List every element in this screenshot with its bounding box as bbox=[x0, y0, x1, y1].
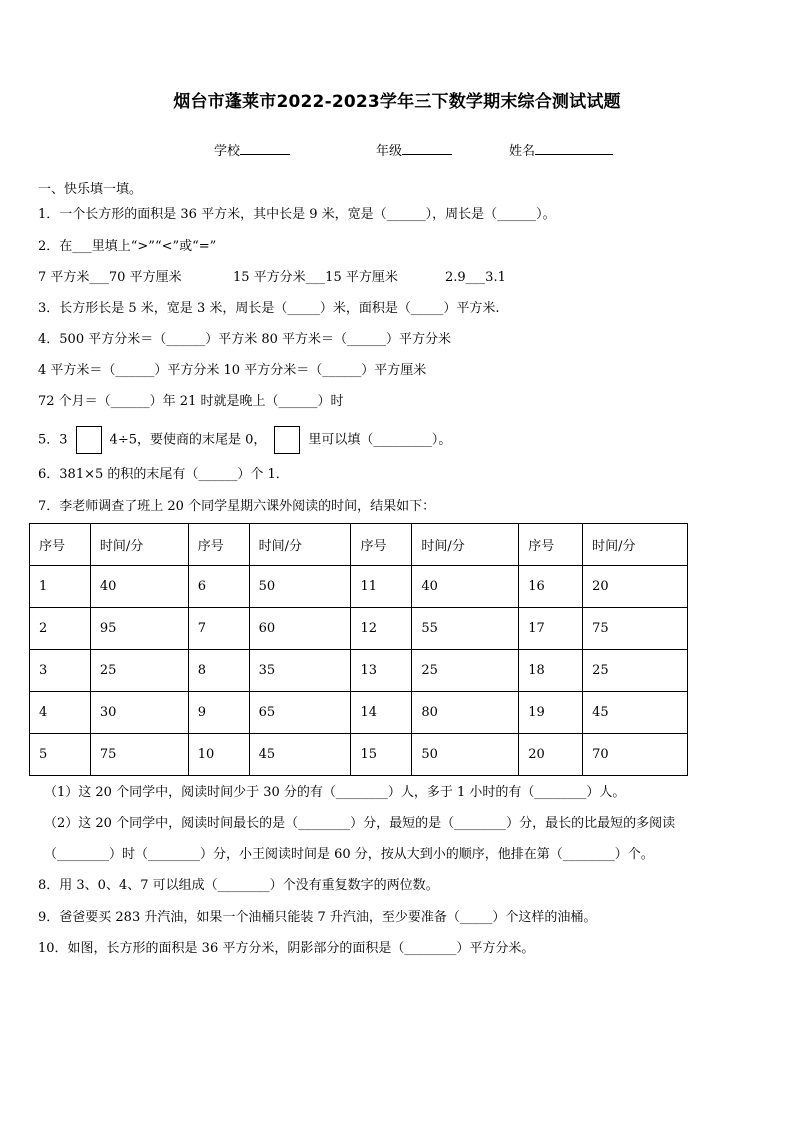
table-cell: 16 bbox=[519, 566, 583, 608]
table-cell: 70 bbox=[583, 734, 688, 776]
table-cell: 35 bbox=[249, 650, 351, 692]
table-row bbox=[30, 608, 688, 650]
name-field bbox=[509, 140, 613, 159]
question-7-part-2a: （2）这 20 个同学中，阅读时间最长的是（________）分，最短的是（________）分，最长的比最短的多阅读 bbox=[44, 816, 676, 831]
grade-blank bbox=[402, 142, 452, 155]
table-cell: 65 bbox=[249, 692, 351, 734]
question-2-item-2: 15 平方分米___15 平方厘米 bbox=[233, 270, 398, 285]
page-title: 烟台市蓬莱市2022-2023学年三下数学期末综合测试试题 bbox=[173, 92, 621, 112]
table-header-row bbox=[30, 524, 688, 566]
question-4c: 72 个月＝（______）年 21 时就是晚上（______）时 bbox=[38, 394, 344, 409]
table-header-cell: 时间/分 bbox=[90, 524, 188, 566]
table-cell: 50 bbox=[412, 734, 519, 776]
table-cell: 45 bbox=[583, 692, 688, 734]
answer-box-1[interactable] bbox=[76, 426, 102, 454]
school-blank bbox=[240, 142, 290, 155]
table-cell: 15 bbox=[351, 734, 412, 776]
table-header-cell: 序号 bbox=[30, 524, 91, 566]
table-cell: 13 bbox=[351, 650, 412, 692]
table-header-cell: 序号 bbox=[351, 524, 412, 566]
question-7-part-1: （1）这 20 个同学中，阅读时间少于 30 分的有（________）人，多于 1 小时的有（________）人。 bbox=[44, 785, 626, 800]
question-5-part-1: 5．3 bbox=[38, 432, 68, 448]
table-header-cell: 序号 bbox=[519, 524, 583, 566]
table-cell: 7 bbox=[188, 608, 249, 650]
section-heading: 一、快乐填一填。 bbox=[38, 182, 143, 197]
table-cell: 8 bbox=[188, 650, 249, 692]
answer-box-2[interactable] bbox=[274, 426, 300, 454]
name-label: 姓名 bbox=[509, 144, 536, 159]
table-cell: 40 bbox=[412, 566, 519, 608]
table-row bbox=[30, 692, 688, 734]
table-cell: 17 bbox=[519, 608, 583, 650]
question-5-part-3: 里可以填（_________）。 bbox=[308, 432, 452, 448]
table-header-cell: 时间/分 bbox=[412, 524, 519, 566]
grade-field bbox=[376, 140, 452, 159]
question-4a: 4．500 平方分米＝（______）平方米 80 平方米＝（______）平方分米 bbox=[38, 332, 452, 347]
table-cell: 3 bbox=[30, 650, 91, 692]
table-row bbox=[30, 650, 688, 692]
table-cell: 50 bbox=[249, 566, 351, 608]
question-8: 8．用 3、0、4、7 可以组成（________）个没有重复数字的两位数。 bbox=[38, 878, 439, 893]
table-cell: 95 bbox=[90, 608, 188, 650]
grade-label: 年级 bbox=[376, 144, 403, 159]
table-cell: 30 bbox=[90, 692, 188, 734]
table-cell: 6 bbox=[188, 566, 249, 608]
table-row bbox=[30, 734, 688, 776]
table-cell: 14 bbox=[351, 692, 412, 734]
question-10: 10．如图，长方形的面积是 36 平方分米，阴影部分的面积是（________）平方分米。 bbox=[38, 941, 535, 956]
table-cell: 20 bbox=[583, 566, 688, 608]
question-6: 6．381×5 的积的末尾有（______）个 1． bbox=[38, 467, 289, 482]
table-header-cell: 时间/分 bbox=[249, 524, 351, 566]
table-cell: 1 bbox=[30, 566, 91, 608]
question-5-part-2: 4÷5，要使商的末尾是 0， bbox=[109, 432, 267, 448]
table-cell: 80 bbox=[412, 692, 519, 734]
question-2: 2．在___里填上“>”“<”或“=” bbox=[38, 239, 217, 254]
table-header-cell: 序号 bbox=[188, 524, 249, 566]
question-2-item-3: 2.9___3.1 bbox=[445, 270, 506, 285]
table-cell: 75 bbox=[583, 608, 688, 650]
table-cell: 11 bbox=[351, 566, 412, 608]
table-cell: 55 bbox=[412, 608, 519, 650]
question-1: 1．一个长方形的面积是 36 平方米，其中长是 9 米，宽是（______），周长是（______）。 bbox=[38, 207, 556, 222]
question-7-part-2b: （________）时（________）分，小王阅读时间是 60 分，按从大到小的顺序，他排在第（________）个。 bbox=[44, 847, 654, 862]
table-cell: 20 bbox=[519, 734, 583, 776]
table-cell: 40 bbox=[90, 566, 188, 608]
question-3: 3．长方形长是 5 米，宽是 3 米，周长是（_____）米，面积是（_____）平方米. bbox=[38, 301, 500, 316]
question-5 bbox=[38, 426, 451, 455]
table-cell: 25 bbox=[583, 650, 688, 692]
table-header-cell: 时间/分 bbox=[583, 524, 688, 566]
table-cell: 25 bbox=[90, 650, 188, 692]
table-cell: 4 bbox=[30, 692, 91, 734]
question-4b: 4 平方米＝（______）平方分米 10 平方分米＝（______）平方厘米 bbox=[38, 363, 427, 378]
school-label: 学校 bbox=[214, 144, 241, 159]
question-9: 9．爸爸要买 283 升汽油，如果一个油桶只能装 7 升汽油，至少要准备（_____）个这样的油桶。 bbox=[38, 910, 597, 925]
table-cell: 2 bbox=[30, 608, 91, 650]
school-field bbox=[214, 140, 290, 159]
table-cell: 9 bbox=[188, 692, 249, 734]
question-2-item-1: 7 平方米___70 平方厘米 bbox=[38, 270, 182, 285]
table-cell: 60 bbox=[249, 608, 351, 650]
table-cell: 5 bbox=[30, 734, 91, 776]
reading-time-table bbox=[29, 523, 688, 776]
table-cell: 45 bbox=[249, 734, 351, 776]
table-cell: 25 bbox=[412, 650, 519, 692]
table-cell: 12 bbox=[351, 608, 412, 650]
table-cell: 18 bbox=[519, 650, 583, 692]
table-row bbox=[30, 566, 688, 608]
question-7: 7．李老师调查了班上 20 个同学星期六课外阅读的时间，结果如下： bbox=[38, 499, 436, 514]
name-blank bbox=[535, 142, 613, 155]
table-cell: 75 bbox=[90, 734, 188, 776]
table-cell: 10 bbox=[188, 734, 249, 776]
table-cell: 19 bbox=[519, 692, 583, 734]
